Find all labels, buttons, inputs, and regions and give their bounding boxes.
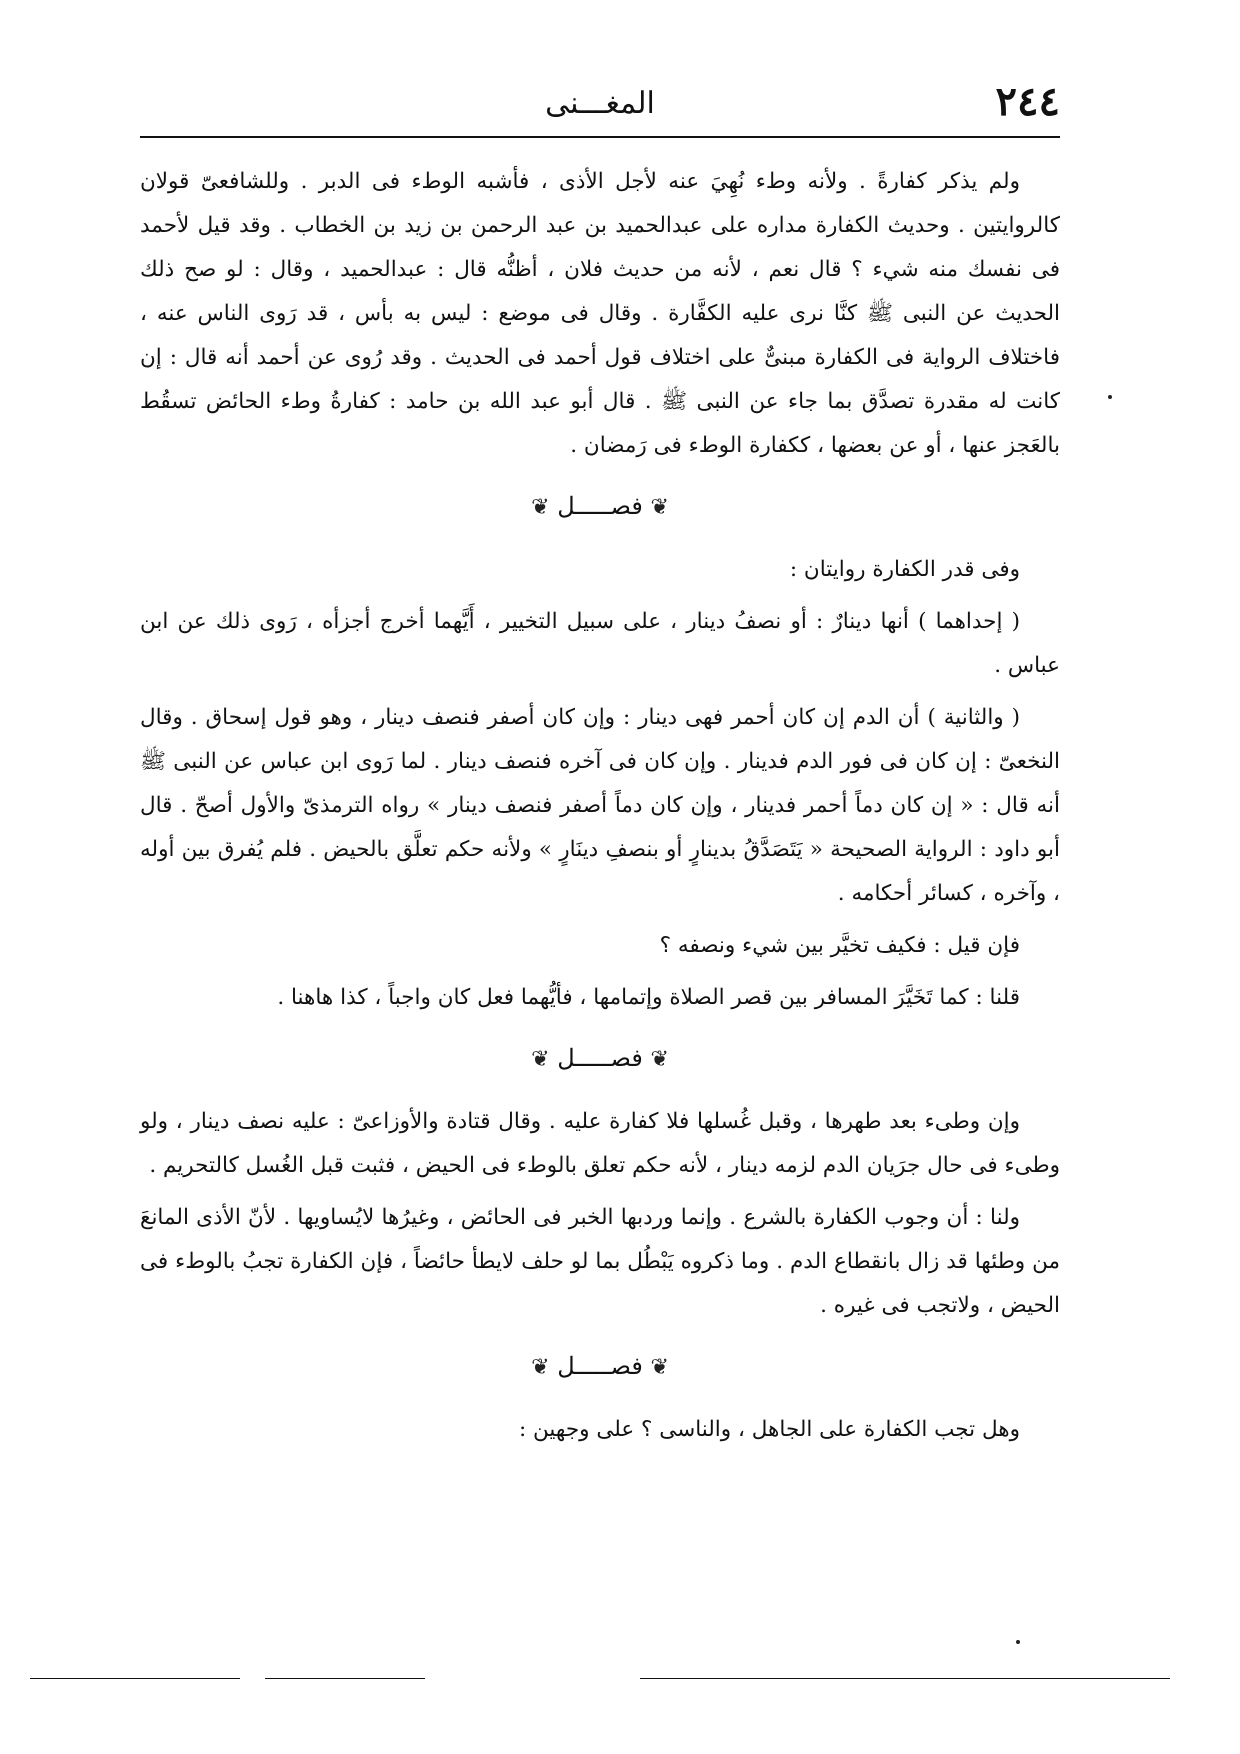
section-heading-text: فصـــــل: [557, 492, 643, 520]
paragraph: قلنا : كما تَخَيَّرَ المسافر بين قصر الصلاة وإتمامها ، فأيُّهما فعل كان واجباً ، كذا هاهنا .: [277, 985, 1020, 1010]
paragraph: ( إحداهما ) أنها دينارٌ : أو نصفُ دينار ، على سبيل التخيير ، أَيَّهما أخرج أجزأه ، رَوى ذلك عن ابن عباس .: [140, 609, 1060, 678]
section-heading: [140, 484, 1060, 530]
paragraph: وهل تجب الكفارة على الجاهل ، والناسى ؟ على وجهين :: [518, 1417, 1020, 1442]
footer-rule: [30, 1678, 240, 1679]
section-heading: [140, 1036, 1060, 1082]
footer-rule: [265, 1678, 425, 1679]
footer-rules: [0, 1672, 1240, 1684]
stray-mark: [1016, 1640, 1020, 1644]
page-number: ٢٤٤: [995, 78, 1060, 125]
ornament-icon: ❦: [650, 1355, 669, 1380]
page-header: [140, 78, 1060, 138]
stray-mark: [1108, 395, 1112, 399]
ornament-icon: ❦: [650, 495, 669, 520]
paragraph: ولنا : أن وجوب الكفارة بالشرع . وإنما وردبها الخبر فى الحائض ، وغيرُها لايُساويها . لأنّ الأذى المانعَ من وطئها قد زال بانقطاع الدم . وما ذكروه يَبْطُل بما لو حلف لايطأ حائضاً ، فإن الكفارة تجبُ بالوطء فى الحيض ، ولاتجب فى غيره .: [140, 1205, 1060, 1318]
paragraph: وإن وطىء بعد طهرها ، وقبل غُسلها فلا كفارة عليه . وقال قتادة والأوزاعىّ : عليه نصف دينار ، ولو وطىء فى حال جرَيان الدم لزمه دينار ، لأنه حكم تعلق بالوطء فى الحيض ، فثبت قبل الغُسل كالتحريم .: [140, 1109, 1060, 1178]
footer-rule: [640, 1678, 1170, 1679]
section-heading-text: فصـــــل: [557, 1044, 643, 1072]
ornament-icon: ❦: [531, 1355, 550, 1380]
ornament-icon: ❦: [531, 495, 550, 520]
ornament-icon: ❦: [650, 1047, 669, 1072]
paragraph: ولم يذكر كفارةً . ولأنه وطء نُهِيَ عنه لأجل الأذى ، فأشبه الوطء فى الدبر . وللشافعىّ قولان كالروايتين . وحديث الكفارة مداره على عبدالحميد بن عبد الرحمن بن زيد بن الخطاب . وقد قيل لأحمد فى نفسك منه شيء ؟ قال نعم ، لأنه من حديث فلان ، أظنُّه قال : عبدالحميد ، وقال : لو صح ذلك الحديث عن النبى ﷺ كنَّا نرى عليه الكفَّارة . وقال فى موضع : ليس به بأس ، قد رَوى الناس عنه ، فاختلاف الرواية فى الكفارة مبنىٌّ على اختلاف قول أحمد فى الحديث . وقد رُوى عن أحمد أنه قال : إن كانت له مقدرة تصدَّق بما جاء عن النبى ﷺ . قال أبو عبد الله بن حامد : كفارةُ وطء الحائض تسقُط بالعَجز عنها ، أو عن بعضها ، ككفارة الوطء فى رَمضان .: [140, 169, 1060, 458]
paragraph: ( والثانية ) أن الدم إن كان أحمر فهى دينار : وإن كان أصفر فنصف دينار ، وهو قول إسحاق . وقال النخعىّ : إن كان فى فور الدم فدينار . وإن كان فى آخره فنصف دينار . لما رَوى ابن عباس عن النبى ﷺ أنه قال : « إن كان دماً أحمر فدينار ، وإن كان دماً أصفر فنصف دينار » رواه الترمذىّ والأول أصحّ . قال أبو داود : الرواية الصحيحة « يَتَصَدَّقُ بدينارٍ أو بنصفِ دينَارٍ » ولأنه حكم تعلَّق بالحيض . فلم يُفرق بين أوله ، وآخره ، كسائر أحكامه .: [140, 705, 1060, 906]
section-heading: [140, 1344, 1060, 1390]
section-heading-text: فصـــــل: [557, 1352, 643, 1380]
page-body: [140, 160, 1060, 1460]
running-title: المغـــنى: [545, 86, 655, 121]
paragraph: فإن قيل : فكيف تخيَّر بين شيء ونصفه ؟: [659, 933, 1020, 958]
ornament-icon: ❦: [531, 1047, 550, 1072]
header-rule: [140, 136, 1060, 138]
paragraph: وفى قدر الكفارة روايتان :: [789, 557, 1020, 582]
